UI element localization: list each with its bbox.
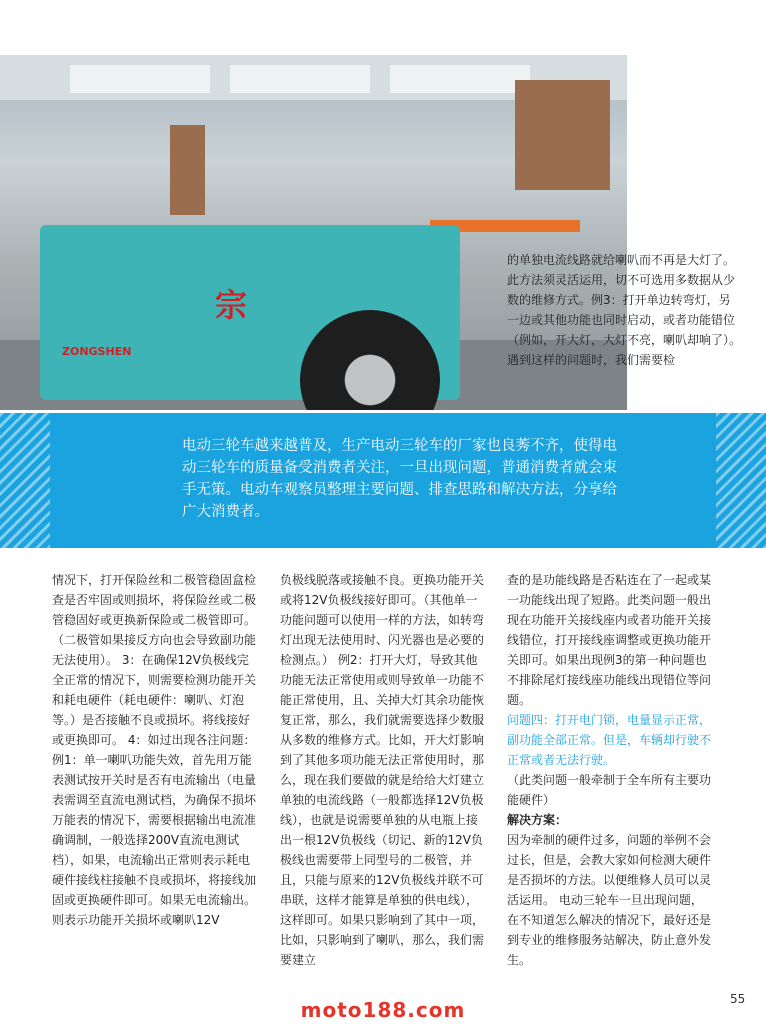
column-1: [52, 570, 257, 930]
brand-logo: ZONGSHEN: [62, 345, 132, 358]
banner-stripe-left: [0, 413, 50, 548]
intro-banner: [0, 413, 766, 548]
column-3-text-c: 因为牵制的硬件过多，问题的举例不会过长，但是，会教大家如何检测大硬件是否损坏的方法。以便维修人员可以灵活运用。 电动三轮车一旦出现问题，在不知道怎么解决的情况下，最好还是到专业的维修服务站解决，防止意外发生。: [507, 833, 712, 967]
column-3-text-b: （此类问题一般牵制于全车所有主要功能硬件）: [507, 773, 712, 807]
column-3: [507, 570, 712, 970]
photo-window: [390, 65, 530, 93]
photo-seat: [170, 125, 205, 215]
footer-site: moto188.com: [300, 998, 466, 1022]
banner-text: 电动三轮车越来越普及，生产电动三轮车的厂家也良莠不齐，使得电动三轮车的质量备受消费者关注，一旦出现问题，普通消费者就会束手无策。电动车观察员整理主要问题、排查思路和解决方法，分享给广大消费者。: [182, 438, 617, 520]
brand-character: 宗: [215, 286, 248, 324]
question-four-highlight: 问题四：打开电门锁，电量显示正常，副功能全部正常。但是，车辆却行驶不正常或者无法行驶。: [507, 713, 712, 767]
photo-window: [70, 65, 210, 93]
top-right-text: 的单独电流线路就给喇叭而不再是大灯了。此方法须灵活运用，切不可选用多数据从少数的维修方式。例3：打开单边转弯灯，另一边或其他功能也同时启动，或者功能错位（例如，开大灯，大灯不亮，喇叭却响了）。遇到这样的问题时，我们需要检: [507, 253, 742, 367]
column-3-text-a: 查的是功能线路是否粘连在了一起或某一功能线出现了短路。此类问题一般出现在功能开关接线座内或者功能开关接线错位，打开接线座调整或更换功能开关即可。如果出现例3的第一种问题也不排除尾灯接线座功能线出现错位等问题。: [507, 573, 712, 707]
photo-window: [230, 65, 370, 93]
column-1-text: 情况下，打开保险丝和二极管稳固盒检查是否牢固或则损坏，将保险丝或二极管稳固好或更换新保险或二极管即可。（二极管如果接反方向也会导致副功能无法使用）。 3：在确保12V负极线完全正常的情况下，则需要检测功能开关和耗电硬件（耗电硬件：喇叭、灯泡等。）是否接触不良或损坏。将线接好或更换即可。 4：如过出现各注问题： 例1：单一喇叭功能失效，首先用万能表测试按开关时是否有电流输出（电量表需调至直流电测试档，为确保不损坏万能表的情况下，需要根据输出电流准确调制，一般选择200V直流电测试档），如果，电流输出正常则表示耗电硬件接线柱接触不良或损坏，将接线加固或更换硬件即可。如果无电流输出。则表示功能开关损坏或喇叭12V: [52, 573, 257, 927]
banner-stripe-right: [716, 413, 766, 548]
photo-seat: [515, 80, 610, 190]
page-number: 55: [730, 992, 746, 1006]
column-2: [280, 570, 485, 970]
column-2-text: 负极线脱落或接触不良。更换功能开关或将12V负极线接好即可。（其他单一功能问题可以使用一样的方法，如转弯灯出现无法使用时、闪光器也是必要的检测点。） 例2：打开大灯，导致其他功能无法正常使用或则导致单一功能不能正常使用，且、关掉大灯其余功能恢复正常，那么，我们就需要选择少数服从多数的维修方式。比如，开大灯影响到了其他多项功能无法正常使用时，那么，现在我们要做的就是给给大灯建立单独的电流线路（一般都选择12V负极线），也就是说需要单独的从电瓶上接出一根12V负极线（切记、新的12V负极线也需要带上同型号的二极管，并且，只能与原来的12V负极线并联不可串联，这样才能算是单独的供电线），这样即可。如果只影响到了其中一项，比如，只影响到了喇叭，那么，我们需要建立: [280, 573, 485, 967]
solution-heading: 解决方案：: [507, 813, 568, 827]
